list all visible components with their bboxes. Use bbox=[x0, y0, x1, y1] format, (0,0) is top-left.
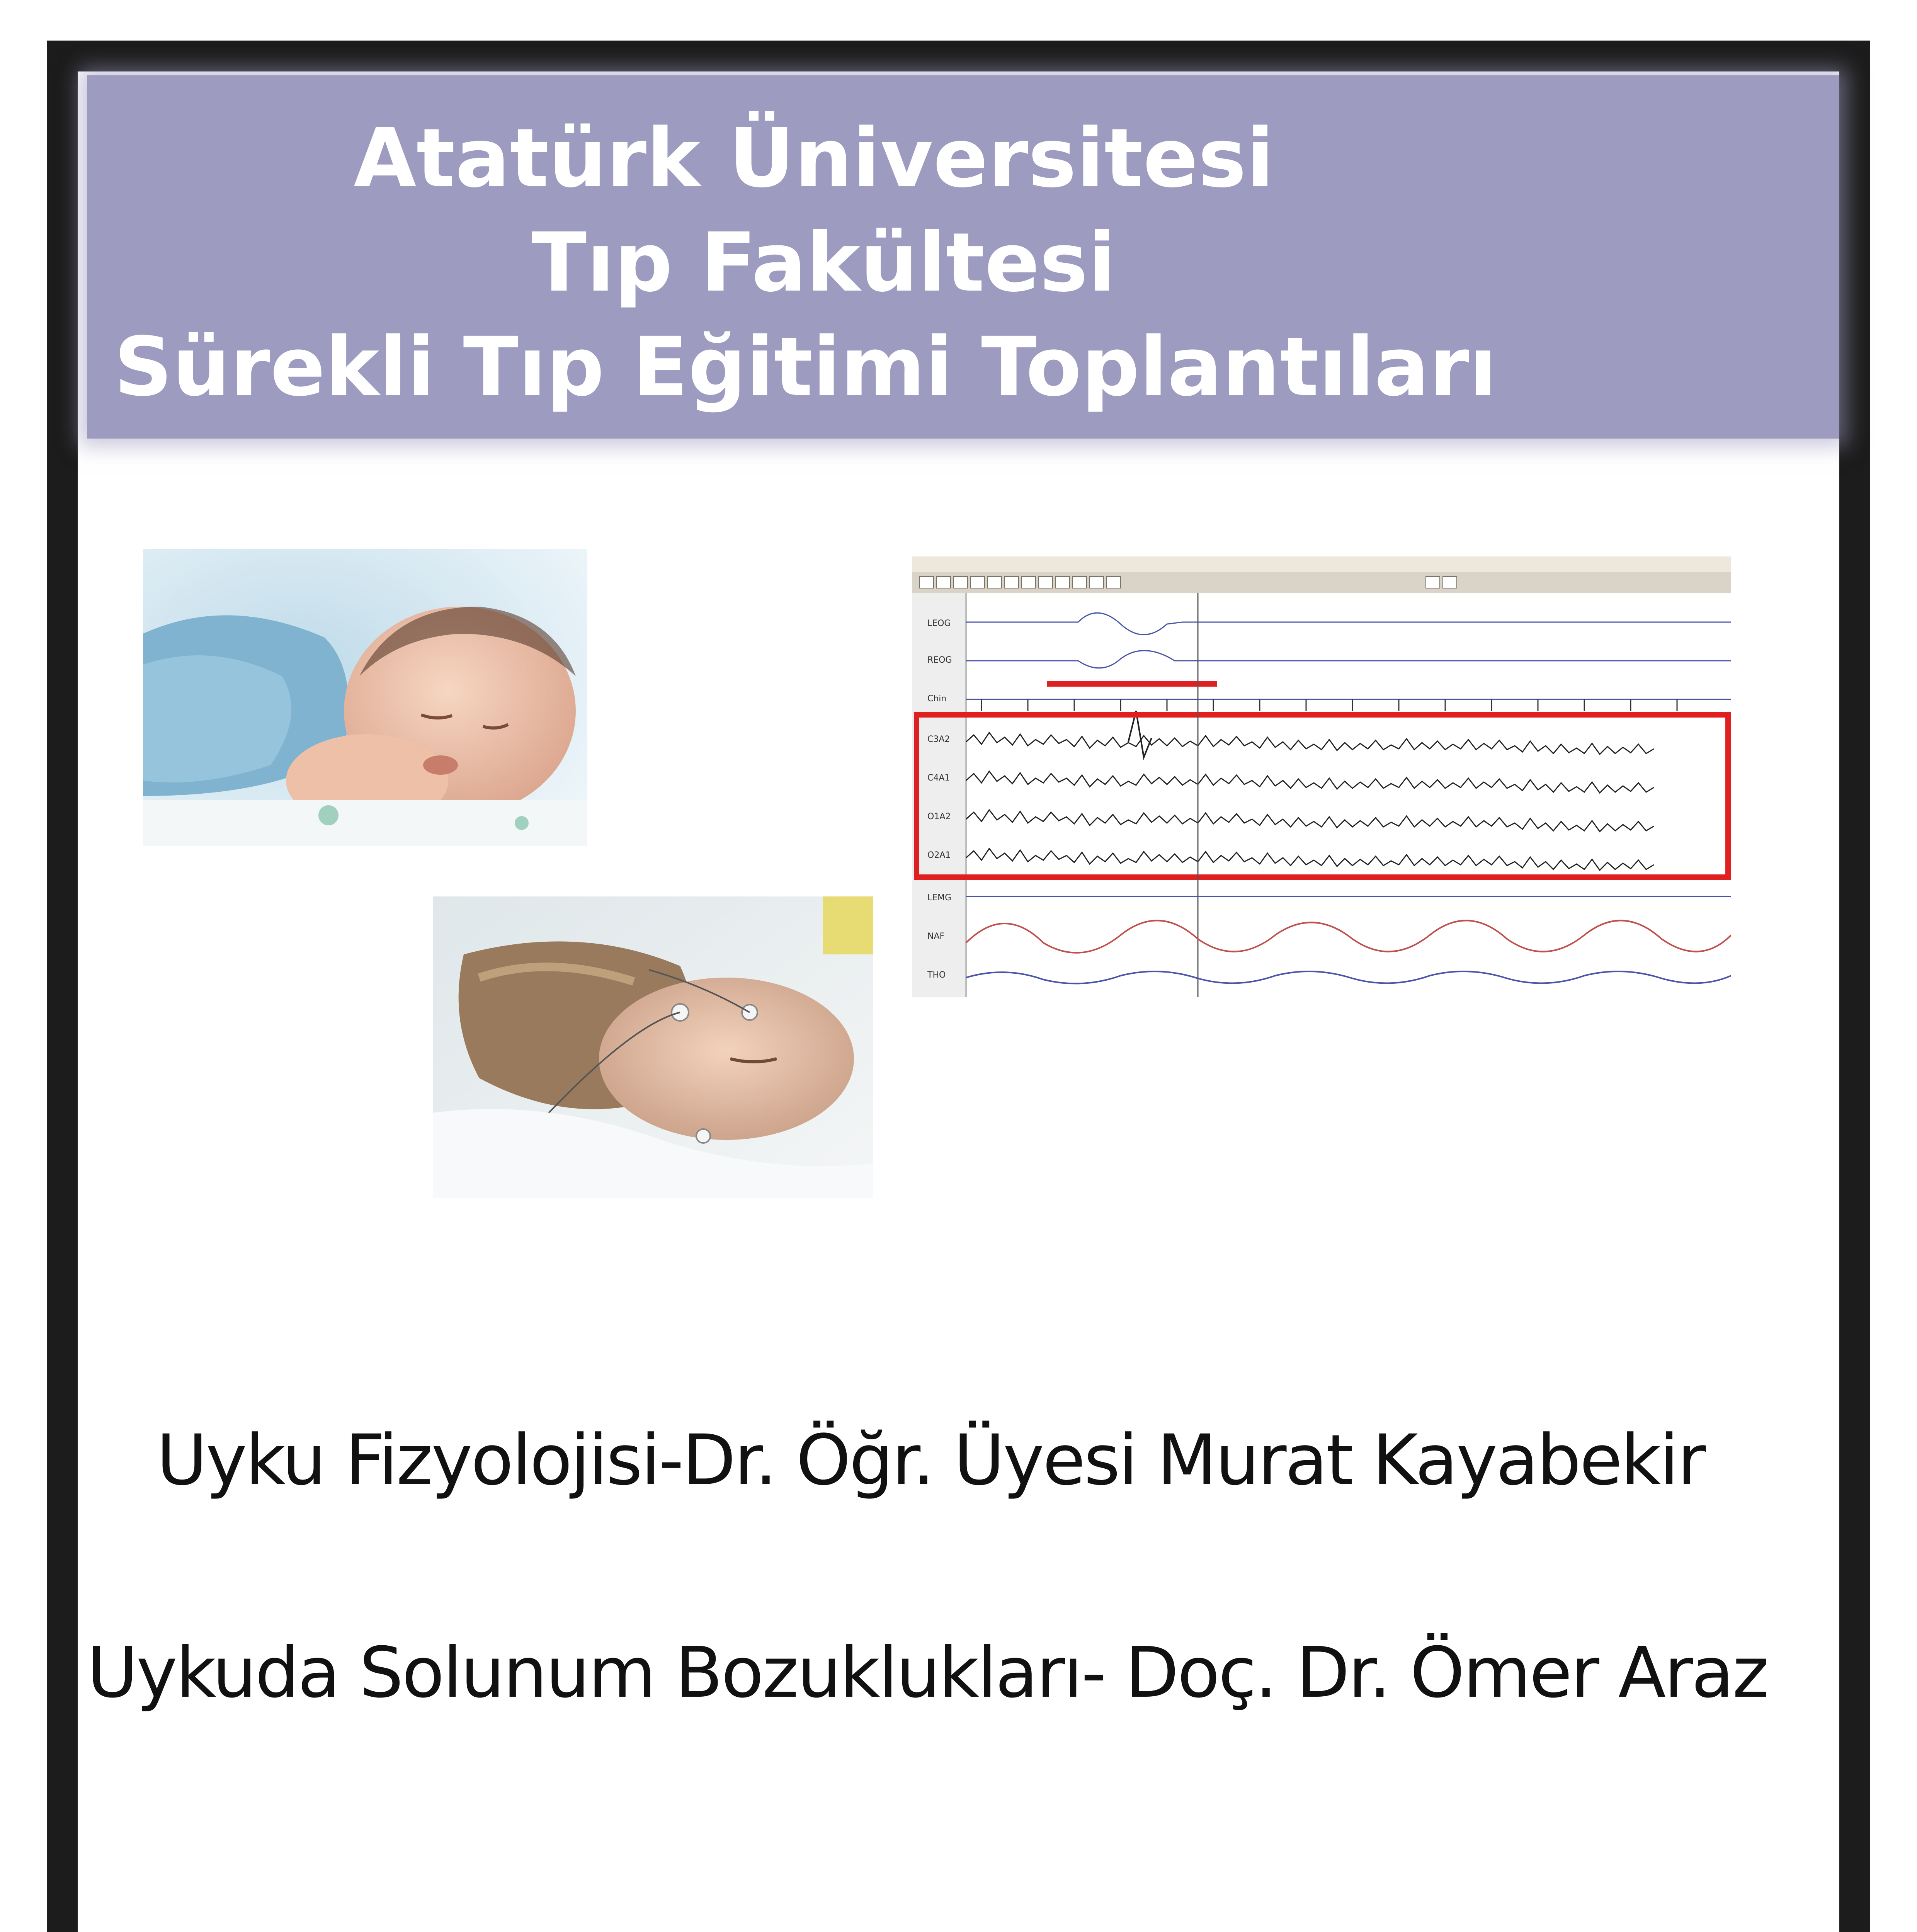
eeg-channel-label: Chin bbox=[927, 694, 947, 704]
eeg-channel-label: C3A2 bbox=[927, 735, 950, 744]
eeg-channel-label: THO bbox=[927, 970, 946, 980]
eeg-recording-screenshot bbox=[912, 556, 1731, 997]
eeg-channel-label: C4A1 bbox=[927, 773, 950, 783]
talk-2: Uykuda Solunum Bozuklukları- Doç. Dr. Ömer Araz bbox=[87, 1633, 1767, 1713]
eeg-channel-label: REOG bbox=[927, 655, 952, 665]
talk-1: Uyku Fizyolojisi-Dr. Öğr. Üyesi Murat Kayabekir bbox=[156, 1420, 1704, 1501]
eeg-channel-label: O2A1 bbox=[927, 850, 951, 860]
sleep-study-patient-photo bbox=[433, 896, 873, 1198]
eeg-channel-label: LEOG bbox=[927, 619, 951, 628]
sleeping-baby-photo bbox=[143, 549, 587, 846]
university-title: Atatürk Üniversitesi bbox=[354, 111, 1274, 206]
eeg-channel-label: O1A2 bbox=[927, 812, 951, 821]
header-banner bbox=[87, 75, 1839, 439]
event-series-title: Sürekli Tıp Eğitimi Toplantıları bbox=[114, 320, 1497, 414]
faculty-title: Tıp Fakültesi bbox=[531, 215, 1116, 310]
eeg-channel-label: NAF bbox=[927, 932, 945, 941]
eeg-channel-label: LEMG bbox=[927, 893, 952, 903]
